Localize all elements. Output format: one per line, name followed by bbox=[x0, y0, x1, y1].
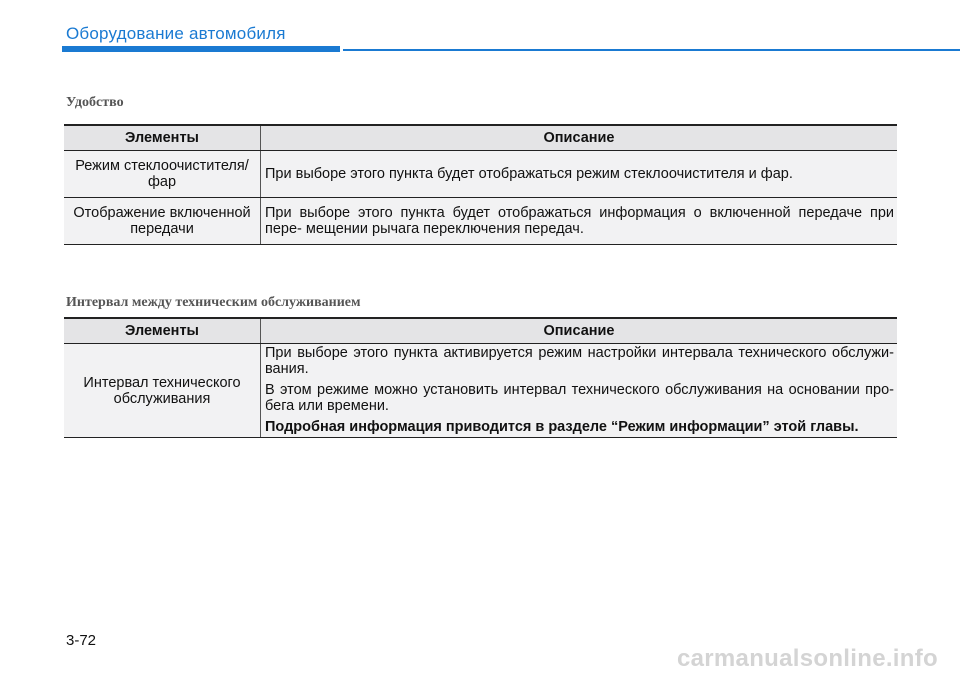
column-header-description: Описание bbox=[261, 318, 898, 344]
description-text: В этом режиме можно установить интервал технического обслуживания на основании про- бега или времени. bbox=[265, 382, 894, 414]
element-cell: Режим стеклоочистителя/ фар bbox=[64, 151, 261, 198]
description-cell bbox=[261, 198, 898, 245]
section-title-service-interval: Интервал между техническим обслуживанием bbox=[66, 295, 361, 310]
table-header-row bbox=[64, 125, 897, 151]
description-cell bbox=[261, 344, 898, 438]
service-interval-table bbox=[64, 317, 897, 438]
description-text: При выборе этого пункта будет отображаться информация о включенной передаче при пере- мещении рычага переключения передач. bbox=[265, 205, 894, 237]
description-text: При выборе этого пункта активируется режим настройки интервала технического обслужи- вания. bbox=[265, 345, 894, 377]
table-row bbox=[64, 151, 897, 198]
description-text: При выборе этого пункта будет отображаться режим стеклоочистителя и фар. bbox=[265, 166, 793, 182]
chapter-title: Оборудование автомобиля bbox=[66, 24, 286, 43]
column-header-description: Описание bbox=[261, 125, 898, 151]
table-header-row bbox=[64, 318, 897, 344]
element-cell: Интервал технического обслуживания bbox=[64, 344, 261, 438]
header-rule-thin bbox=[343, 49, 960, 51]
element-cell: Отображение включенной передачи bbox=[64, 198, 261, 245]
description-note: Подробная информация приводится в разделе “Режим информации” этой главы. bbox=[265, 419, 859, 435]
section-title-convenience: Удобство bbox=[66, 95, 124, 110]
convenience-table bbox=[64, 124, 897, 245]
column-header-elements: Элементы bbox=[64, 125, 261, 151]
table-row bbox=[64, 198, 897, 245]
table-row bbox=[64, 344, 897, 438]
description-cell bbox=[261, 151, 898, 198]
page-number: 3-72 bbox=[66, 632, 97, 649]
watermark: carmanualsonline.info bbox=[676, 645, 938, 672]
column-header-elements: Элементы bbox=[64, 318, 261, 344]
header-rule-thick bbox=[62, 46, 340, 52]
